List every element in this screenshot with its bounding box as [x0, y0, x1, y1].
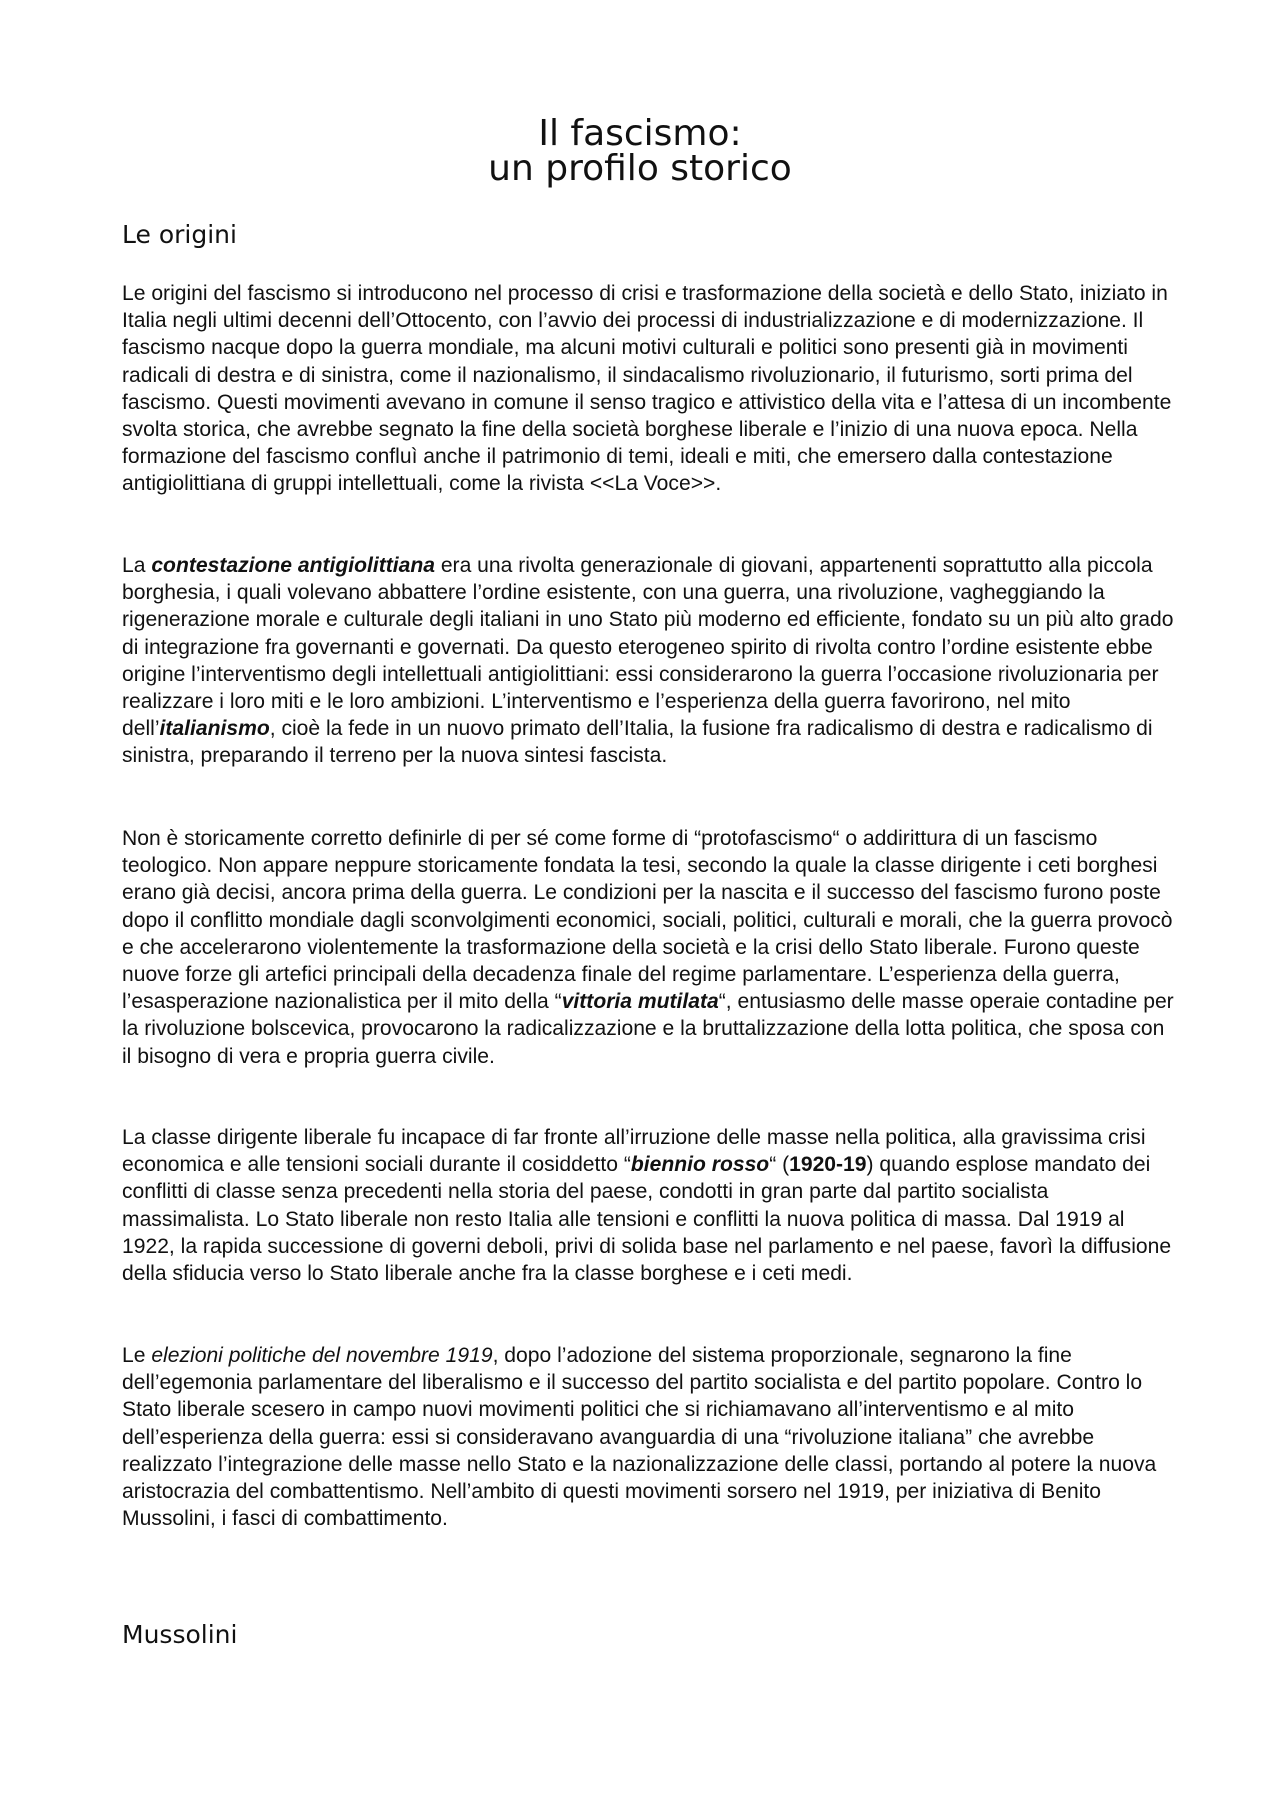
p4-text-e: ) quando esplose mandato dei conflitti di classe senza precedenti nella storia del paese, condotti in gran parte dal partito socialista massimalista. Lo Stato liberale non resto Italia alle tensioni e conflitti la nuova politica di massa. Dal 1919 al 1922, la rapida successione di governi deboli, privi di solida base nel parlamento e nel paese, favorì la diffusione della sfiducia verso lo Stato liberale anche fra la classe borghese e i ceti medi.: [122, 1153, 1172, 1286]
p2-text-e: , cioè la fede in un nuovo primato dell’Italia, la fusione fra radicalismo di destra e radicalismo di sinistra, preparando il terreno per la nuova sintesi fascista.: [122, 717, 1153, 768]
p3-emphasis-vittoria-mutilata: vittoria mutilata: [561, 990, 719, 1014]
paragraph-5: [122, 1342, 1174, 1532]
paragraph-2: [122, 552, 1174, 770]
p5-emphasis-elezioni: elezioni politiche del novembre 1919: [151, 1344, 493, 1367]
p2-emphasis-italianismo: italianismo: [159, 717, 270, 741]
title-line-1: Il fascismo:: [538, 113, 742, 154]
paragraph-4: [122, 1124, 1174, 1287]
p3-text-a: Non è storicamente corretto definirle di per sé come forme di “protofascismo“ o addirittura di un fascismo teologico. Non appare neppure storicamente fondata la tesi, secondo la quale la classe dirigente i ceti borghesi erano già decisi, ancora prima della guerra. Le condizioni per la nascita e il successo del fascismo furono poste dopo il conflitto mondiale dagli sconvolgimenti economici, sociali, politici, culturali e morali, che la guerra provocò e che accelerarono violentemente la trasformazione della società e la crisi dello Stato liberale. Furono queste nuove forze gli artefici principali della decadenza finale del regime parlamentare. L’esperienza della guerra, l’esasperazione nazionalistica per il mito della “: [122, 827, 1173, 1014]
p4-emphasis-years: 1920-19: [789, 1153, 867, 1177]
p2-text-a: La: [122, 554, 152, 577]
p5-text-a: Le: [122, 1344, 152, 1367]
p2-text-c: era una rivolta generazionale di giovani, appartenenti soprattutto alla piccola borghesia, i quali volevano abbattere l’ordine esistente, con una guerra, una rivoluzione, vagheggiando la rigenerazione morale e culturale degli italiani in uno Stato più moderno ed efficiente, fondato su un più alto grado di integrazione fra governanti e governati. Da questo eterogeneo spirito di rivolta contro l’ordine esistente ebbe origine l’interventismo degli intellettuali antigiolittiani: essi considerarono la guerra l’occasione rivoluzionaria per realizzare i loro miti e le loro ambizioni. L’interventismo e l’esperienza della guerra favorirono, nel mito dell’: [122, 554, 1174, 741]
p5-text-c: , dopo l’adozione del sistema proporzionale, segnarono la fine dell’egemonia parlamentare del liberalismo e il successo del partito socialista e del partito popolare. Contro lo Stato liberale scesero in campo nuovi movimenti politici che si richiamavano all’interventismo e al mito dell’esperienza della guerra: essi si consideravano avanguardia di una “rivoluzione italiana” che avrebbe realizzato l’integrazione delle masse nello Stato e la nazionalizzazione delle classi, portando al potere la nuova aristocrazia del combattentismo. Nell’ambito di questi movimenti sorsero nel 1919, per iniziativa di Benito Mussolini, i fasci di combattimento.: [122, 1344, 1157, 1531]
document-title: [0, 113, 1280, 189]
p3-text-c: “, entusiasmo delle masse operaie contadine per la rivoluzione bolscevica, provocarono la radicalizzazione e la bruttalizzazione della lotta politica, che sposa con il bisogno di vera e propria guerra civile.: [122, 990, 1174, 1068]
paragraph-1: Le origini del fascismo si introducono nel processo di crisi e trasformazione della società e dello Stato, iniziato in Italia negli ultimi decenni dell’Ottocento, con l’avvio dei processi di industrializzazione e di modernizzazione. Il fascismo nacque dopo la guerra mondiale, ma alcuni motivi culturali e politici sono presenti già in movimenti radicali di destra e di sinistra, come il nazionalismo, il sindacalismo rivoluzionario, il futurismo, sorti prima del fascismo. Questi movimenti avevano in comune il senso tragico e attivistico della vita e l’attesa di un incombente svolta storica, che avrebbe segnato la fine della società borghese liberale e l’inizio di una nuova epoca. Nella formazione del fascismo confluì anche il patrimonio di temi, ideali e miti, che emersero dalla contestazione antigiolittiana di gruppi intellettuali, come la rivista <<La Voce>>.: [122, 282, 1172, 496]
paragraph-3: [122, 825, 1174, 1070]
p4-emphasis-biennio-rosso: biennio rosso: [630, 1153, 770, 1177]
section-heading-mussolini: Mussolini: [122, 1620, 238, 1649]
p4-text-a: La classe dirigente liberale fu incapace di far fronte all’irruzione delle masse nella politica, alla gravissima crisi economica e alle tensioni sociali durante il cosiddetto “: [122, 1126, 1146, 1177]
p4-text-c: “ (: [769, 1153, 790, 1177]
section-heading-origini: Le origini: [122, 220, 237, 249]
p2-emphasis-contestazione: contestazione antigiolittiana: [151, 554, 435, 577]
title-line-2: un profilo storico: [488, 148, 792, 189]
